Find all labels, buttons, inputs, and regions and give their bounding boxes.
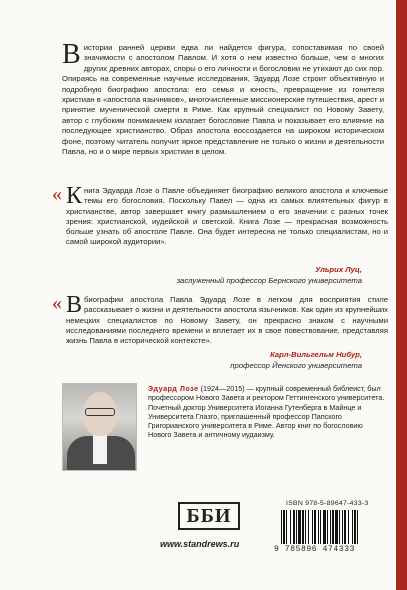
photo-shirt	[93, 434, 107, 464]
intro-text: истории ранней церкви едва ли найдется фигура, сопоставимая по своей значимости с апостолом Павлом. И хотя о нем известно больше, чем о многих других древних авторах, споры о его личности и богословии не утихают до сих пор. Опираясь на современные научные исследования, Эдуард Лозе строит объективную и подробную биографию апостола: его семья и юность, превращение из гонителя христиан в «апостола язычников», многочисленные миссионерские путешествия, арест и принятие мученической смерти в Риме. Как крупный специалист по Новому Завету, автор с глубоким пониманием излагает богословие Павла и показывает его влияние на последующее христианство. Образ апостола воссоздается на широком историческом фоне, поэтому читатель получит яркое представление не только о жизни и деятельности Павла, но и о мире первых христиан в целом.	[62, 43, 384, 157]
quote-author: Карл-Вильгельм Нибур,	[270, 350, 362, 359]
publisher-logo: ББИ	[178, 502, 240, 530]
publisher-site: www.standrews.ru	[160, 539, 240, 549]
review-quote-2	[52, 292, 388, 346]
author-photo	[62, 383, 137, 471]
quote-1-attribution	[177, 265, 362, 286]
barcode	[281, 510, 387, 544]
quote-author: Ульрих Луц,	[315, 265, 362, 274]
intro-paragraph	[62, 39, 384, 157]
author-bio	[148, 384, 386, 440]
author-bio-text: (1924—2015) — крупный современный библеист, был профессором Нового Завета и ректором Геттингенского университета. Почетный доктор Университета Иоганна Гутенберга в Майнце и Университета Глазго, приглашенный профессор Папского Григорианского университета в Риме. Автор книг по богословию Нового Завета и античному иудаизму.	[148, 384, 385, 440]
quote-text: биографии апостола Павла Эдуард Лозе в легком для восприятия стиле рассказывает о жизни и деятельности апостола язычников. Как один из крупнейших немецких специалистов по Новому Завету, он прекрасно знаком с научными исследованиями последнего времени и вплетает их в свое повествование, представляя жизнь Павла в исторической контексте».	[66, 295, 388, 346]
quote-text: нига Эдуарда Лозе о Павле объединяет биографию великого апостола и ключевые темы его богословия. Поскольку Павел — одна из самых влиятельных фигур в христианстве, автор завершает книгу размышлением о его значении с разных точек зрения: христианской, иудейской и светской. Книга Лозе — прекрасная возможность больше узнать об апостоле Павле. Она будет интересна не только специалистам, но и самой широкой аудитории».	[66, 186, 388, 247]
review-quote-1	[52, 183, 388, 248]
quote-dropcap: В	[66, 292, 83, 318]
quote-dropcap: К	[66, 183, 83, 209]
quote-author-role: профессор Йенского университета	[230, 360, 362, 370]
intro-dropcap: В	[62, 39, 81, 70]
photo-glasses	[85, 408, 115, 416]
author-name: Эдуард Лозе	[148, 384, 199, 393]
isbn-label: ISBN 978-5-89647-433-3	[286, 500, 369, 507]
quote-open-mark: «	[52, 292, 62, 314]
quote-2-attribution	[230, 350, 362, 371]
spine-edge	[396, 0, 407, 590]
barcode-number: 9 785896 474333	[274, 545, 356, 554]
quote-author-role: заслуженный профессор Бернского университета	[176, 275, 362, 285]
quote-open-mark: «	[52, 183, 62, 205]
